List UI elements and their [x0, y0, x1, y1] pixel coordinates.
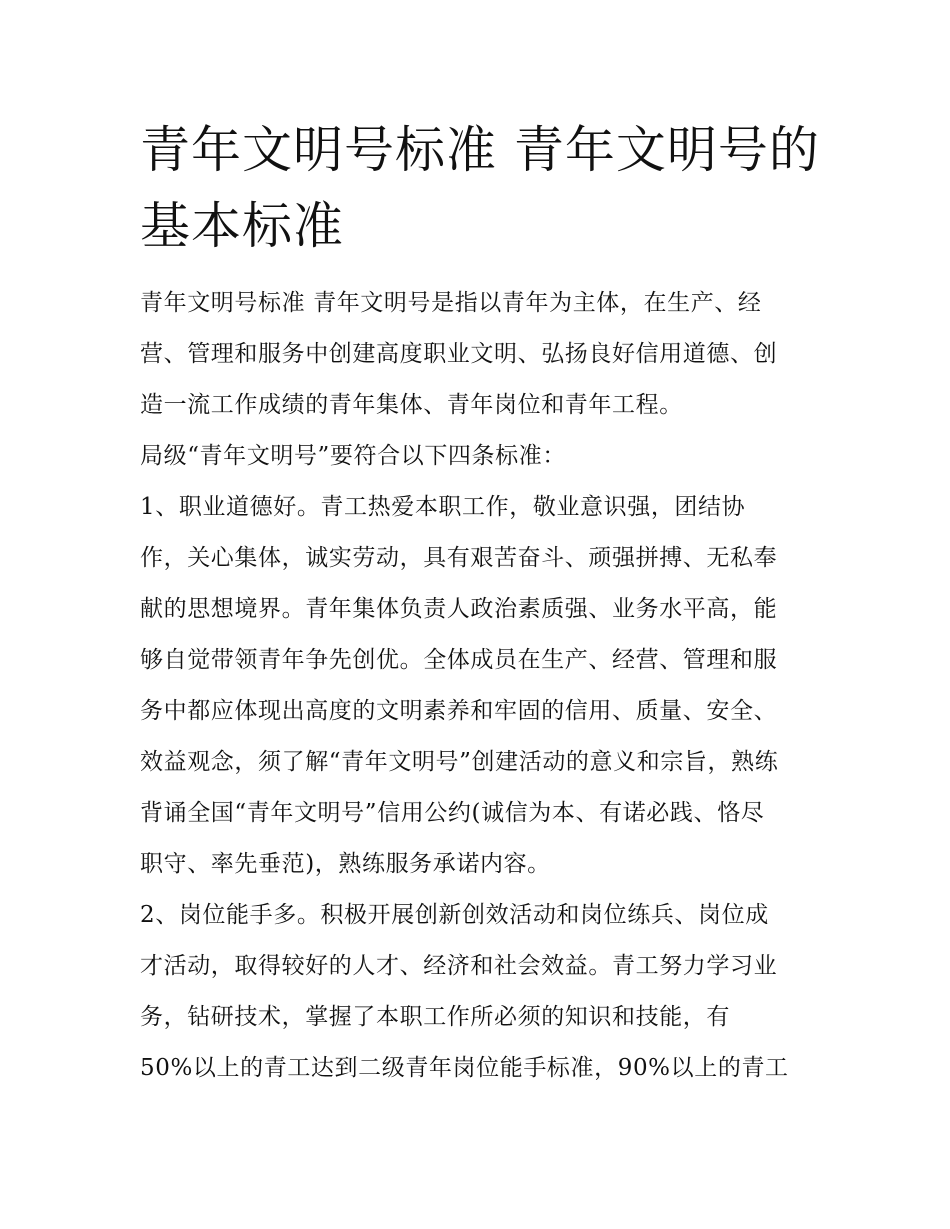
title-line: 基本标准 — [140, 197, 344, 255]
criterion-1-line: 务中都应体现出高度的文明素养和牢固的信用、质量、安全、 — [140, 698, 778, 724]
criterion-2-line: 2、岗位能手多。积极开展创新创效活动和岗位练兵、岗位成 — [140, 902, 769, 928]
criterion-1-line: 职守、率先垂范)，熟练服务承诺内容。 — [140, 851, 551, 877]
criterion-1-line: 背诵全国“青年文明号”信用公约(诚信为本、有诺必践、恪尽 — [140, 800, 765, 826]
criterion-1-line: 1、职业道德好。青工热爱本职工作，敬业意识强，团结协 — [140, 494, 746, 520]
criterion-1-line: 作，关心集体，诚实劳动，具有艰苦奋斗、顽强拼搏、无私奉 — [140, 545, 778, 571]
criterion-2-line: 50%以上的青工达到二级青年岗位能手标准，90%以上的青工 — [140, 1055, 789, 1081]
criterion-1-line: 献的思想境界。青年集体负责人政治素质强、业务水平高，能 — [140, 596, 778, 622]
criteria-heading: 局级“青年文明号”要符合以下四条标准： — [140, 443, 566, 469]
intro-line: 造一流工作成绩的青年集体、青年岗位和青年工程。 — [140, 392, 683, 418]
criterion-1-line: 够自觉带领青年争先创优。全体成员在生产、经营、管理和服 — [140, 647, 778, 673]
document-title — [140, 112, 820, 264]
intro-line: 营、管理和服务中创建高度职业文明、弘扬良好信用道德、创 — [140, 341, 778, 367]
title-line: 青年文明号标准 青年文明号的 — [140, 121, 820, 179]
document-body — [140, 278, 816, 1094]
criterion-1-line: 效益观念，须了解“青年文明号”创建活动的意义和宗旨，熟练 — [140, 749, 779, 775]
intro-line: 青年文明号标准 青年文明号是指以青年为主体，在生产、经 — [140, 290, 762, 316]
criterion-2-line: 才活动，取得较好的人才、经济和社会效益。青工努力学习业 — [140, 953, 778, 979]
criterion-2-line: 务，钻研技术，掌握了本职工作所必须的知识和技能，有 — [140, 1004, 730, 1030]
